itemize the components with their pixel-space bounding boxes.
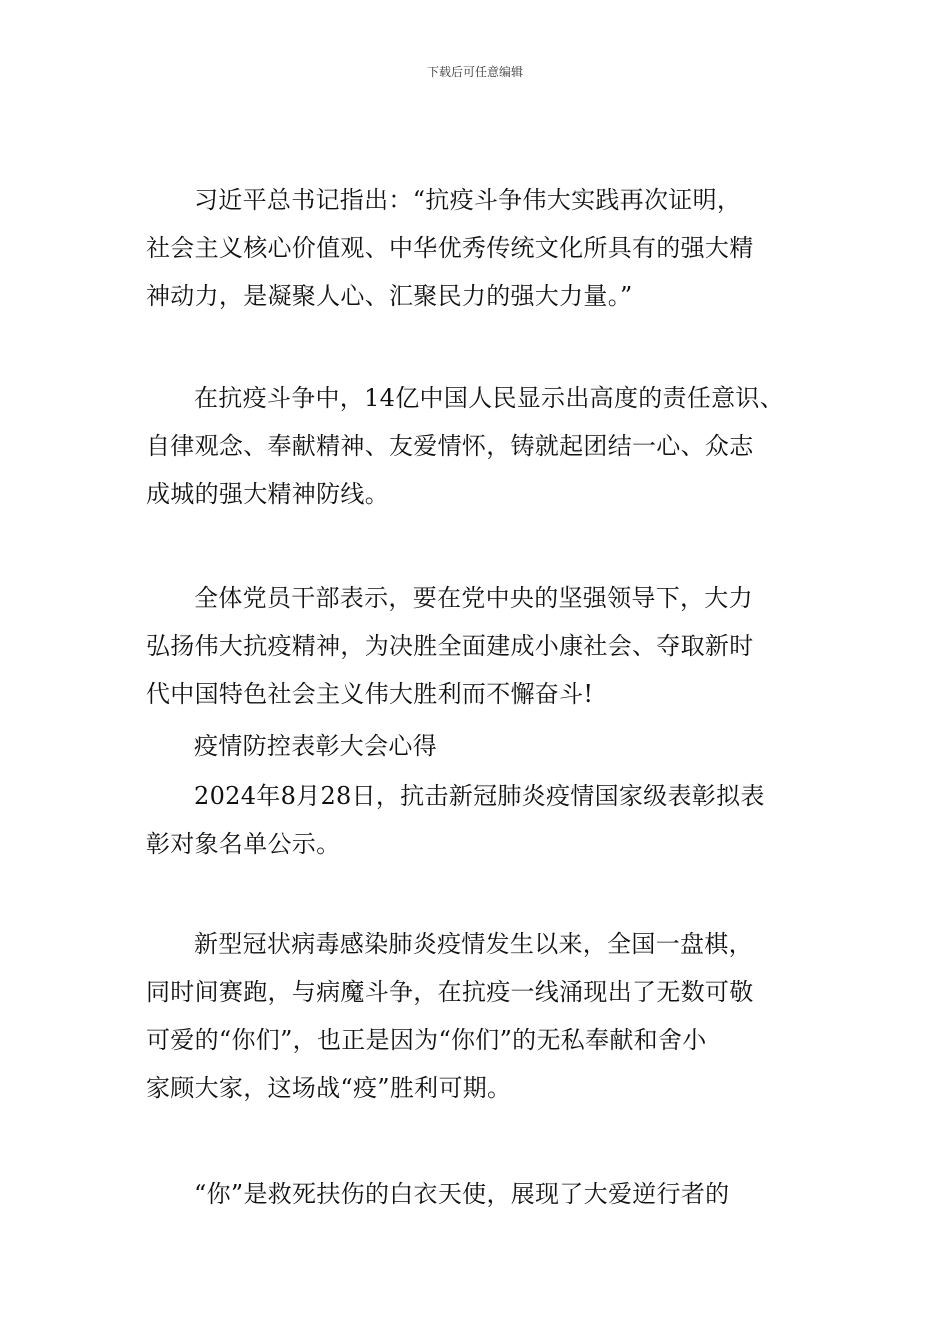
paragraph-7	[146, 1170, 816, 1218]
paragraph-2	[146, 374, 816, 518]
paragraph-line: 神动力，是凝聚人心、汇聚民力的强大力量。”	[146, 282, 633, 310]
page-header: 下载后可任意编辑	[426, 65, 523, 79]
paragraph-line: 在抗疫斗争中，14亿中国人民显示出高度的责任意识、	[194, 384, 785, 412]
paragraph-6	[146, 920, 816, 1112]
paragraph-line: 可爱的“你们”，也正是因为“你们”的无私奉献和舍小	[146, 1026, 707, 1054]
section-title	[146, 722, 816, 770]
paragraph-line: 家顾大家，这场战“疫”胜利可期。	[146, 1074, 512, 1102]
paragraph-line: 弘扬伟大抗疫精神，为决胜全面建成小康社会、夺取新时	[146, 632, 754, 660]
paragraph-line: 全体党员干部表示，要在党中央的坚强领导下，大力	[194, 584, 753, 612]
paragraph-5	[146, 772, 816, 868]
paragraph-line: 成城的强大精神防线。	[146, 480, 389, 508]
section-title-text: 疫情防控表彰大会心得	[194, 732, 437, 760]
paragraph-1	[146, 176, 816, 320]
paragraph-line: 代中国特色社会主义伟大胜利而不懈奋斗!	[146, 680, 594, 708]
paragraph-line: “你”是救死扶伤的白衣天使，展现了大爱逆行者的	[194, 1180, 730, 1208]
paragraph-3	[146, 574, 816, 718]
paragraph-line: 新型冠状病毒感染肺炎疫情发生以来，全国一盘棋，	[194, 930, 753, 958]
paragraph-line: 社会主义核心价值观、中华优秀传统文化所具有的强大精	[146, 234, 754, 262]
paragraph-line: 习近平总书记指出：“抗疫斗争伟大实践再次证明，	[194, 186, 742, 214]
paragraph-line: 2024年8月28日，抗击新冠肺炎疫情国家级表彰拟表	[194, 782, 765, 810]
paragraph-line: 自律观念、奉献精神、友爱情怀，铸就起团结一心、众志	[146, 432, 754, 460]
paragraph-line: 彰对象名单公示。	[146, 830, 341, 858]
paragraph-line: 同时间赛跑，与病魔斗争，在抗疫一线涌现出了无数可敬	[146, 978, 754, 1006]
